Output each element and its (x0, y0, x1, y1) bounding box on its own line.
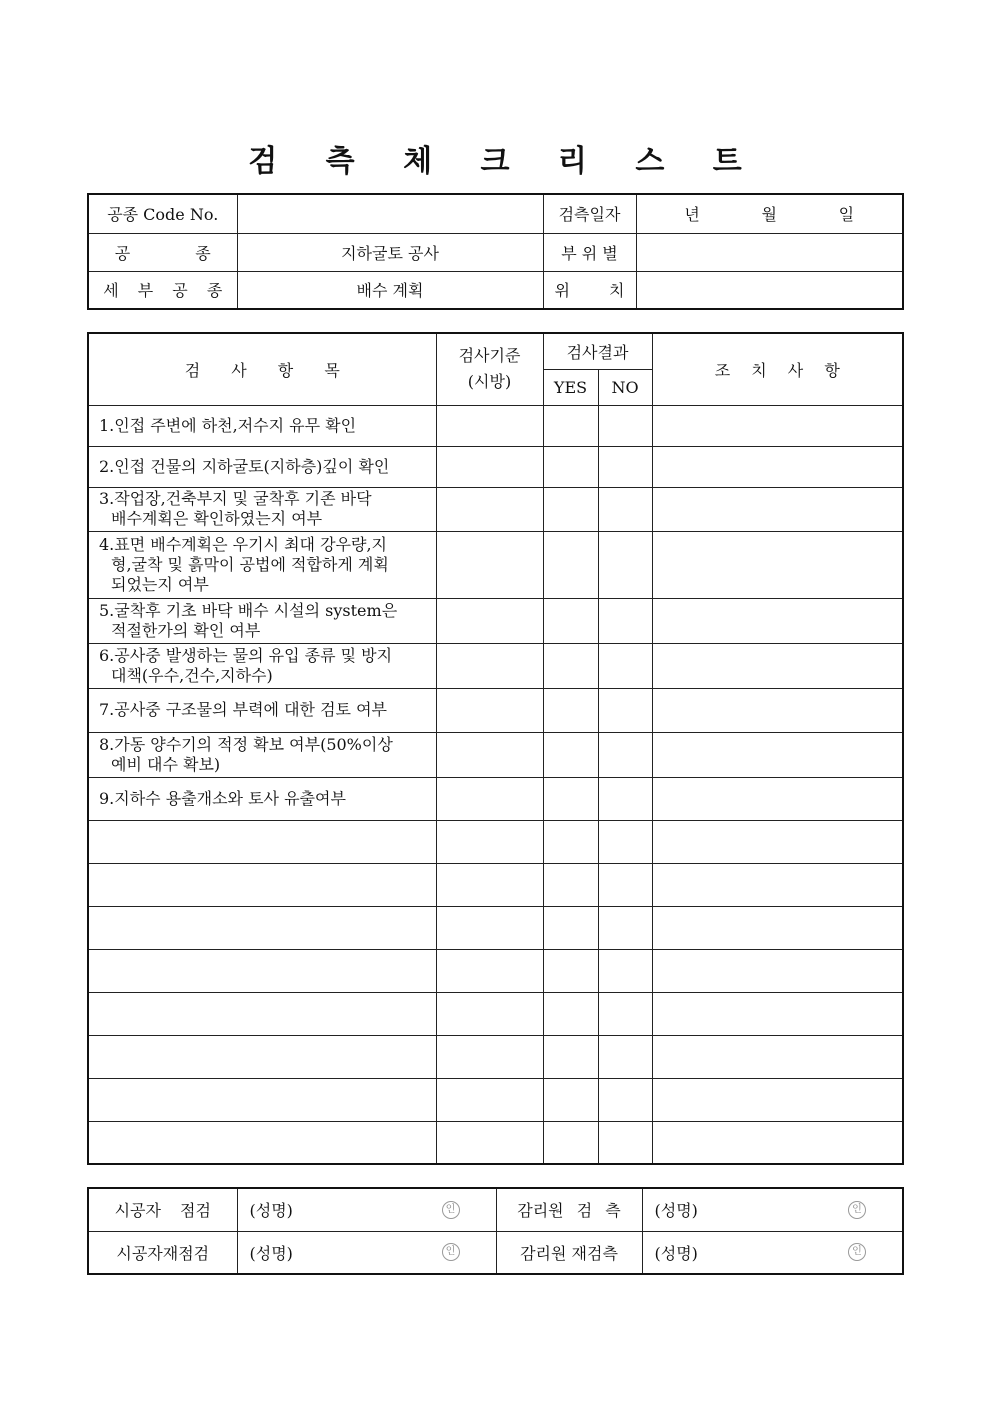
no-cell[interactable] (598, 446, 652, 487)
standard-cell[interactable] (436, 598, 543, 643)
yes-cell[interactable] (543, 531, 598, 598)
action-cell[interactable] (652, 732, 903, 777)
no-cell[interactable] (598, 1121, 652, 1164)
yes-cell[interactable] (543, 949, 598, 992)
checklist-item-text: 3.작업장,건축부지 및 굴착후 기존 바닥 (99, 489, 372, 508)
no-cell[interactable] (598, 949, 652, 992)
seal-icon: 인 (848, 1243, 866, 1261)
checklist-item (88, 688, 436, 732)
yes-cell[interactable] (543, 906, 598, 949)
checklist-row (88, 1035, 903, 1078)
no-cell[interactable] (598, 863, 652, 906)
yes-cell[interactable] (543, 1078, 598, 1121)
checklist-item (88, 643, 436, 688)
checklist-item (88, 1078, 436, 1121)
action-cell[interactable] (652, 446, 903, 487)
checklist-row (88, 732, 903, 777)
no-cell[interactable] (598, 1078, 652, 1121)
name-placeholder: (성명) (654, 1201, 698, 1221)
action-cell[interactable] (652, 1078, 903, 1121)
checklist-item (88, 777, 436, 820)
part-field[interactable] (636, 233, 903, 271)
action-cell[interactable] (652, 820, 903, 863)
checklist-item-text: 4.표면 배수계획은 우기시 최대 강우량,지 (99, 534, 387, 554)
date-year: 년 (684, 205, 700, 225)
yes-cell[interactable] (543, 446, 598, 487)
checklist-row (88, 598, 903, 643)
checklist-item-text: 대책(우수,건수,지하수) (111, 665, 273, 685)
detail-field[interactable]: 배수 계획 (237, 271, 543, 309)
checklist-item (88, 732, 436, 777)
checklist-item (88, 1121, 436, 1164)
standard-cell[interactable] (436, 531, 543, 598)
detail-label: 세 부 공 종 (88, 271, 237, 309)
no-cell[interactable] (598, 531, 652, 598)
name-placeholder: (성명) (654, 1243, 698, 1263)
yes-cell[interactable] (543, 777, 598, 820)
code-label: 공종 Code No. (88, 194, 237, 233)
action-cell[interactable] (652, 1121, 903, 1164)
seal-icon: 인 (848, 1201, 866, 1219)
col-header-standard-line1: 검사기준 (458, 346, 521, 366)
checklist-row (88, 446, 903, 487)
seal-icon: 인 (442, 1201, 460, 1219)
checklist-item-text: 5.굴착후 기초 바닥 배수 시설의 system은 (99, 600, 398, 620)
yes-cell[interactable] (543, 688, 598, 732)
date-label: 검측일자 (543, 194, 636, 233)
action-cell[interactable] (652, 992, 903, 1035)
action-cell[interactable] (652, 643, 903, 688)
no-cell[interactable] (598, 688, 652, 732)
yes-cell[interactable] (543, 643, 598, 688)
name-placeholder: (성명) (249, 1243, 293, 1263)
action-cell[interactable] (652, 487, 903, 531)
yes-cell[interactable] (543, 732, 598, 777)
col-header-no: NO (598, 369, 652, 405)
checklist-item (88, 992, 436, 1035)
checklist-row (88, 992, 903, 1035)
date-day: 일 (838, 205, 855, 225)
supervisor-check-label: 감리원 검 측 (496, 1188, 642, 1231)
checklist-item-text: 적절한가의 확인 여부 (111, 620, 261, 640)
standard-cell[interactable] (436, 688, 543, 732)
standard-cell[interactable] (436, 405, 543, 446)
checklist-item-text: 되었는지 여부 (111, 574, 209, 594)
no-cell[interactable] (598, 992, 652, 1035)
no-cell[interactable] (598, 732, 652, 777)
checklist-item-text: 1.인접 주변에 하천,저수지 유무 확인 (99, 415, 357, 435)
col-header-item: 검 사 항 목 (88, 333, 436, 405)
yes-cell[interactable] (543, 820, 598, 863)
standard-cell[interactable] (436, 949, 543, 992)
checklist-row (88, 688, 903, 732)
no-cell[interactable] (598, 777, 652, 820)
checklist-row (88, 487, 903, 531)
standard-cell[interactable] (436, 820, 543, 863)
checklist-item-text: 예비 대수 확보) (111, 754, 221, 774)
work-type-field[interactable]: 지하굴토 공사 (237, 233, 543, 271)
code-field[interactable] (237, 194, 543, 233)
supervisor-recheck-signature[interactable] (642, 1231, 903, 1274)
col-header-standard (436, 333, 543, 405)
yes-cell[interactable] (543, 863, 598, 906)
checklist-item (88, 1035, 436, 1078)
checklist-row (88, 1121, 903, 1164)
contractor-recheck-label: 시공자재점검 (88, 1231, 237, 1274)
checklist-item-text: 형,굴착 및 흙막이 공법에 적합하게 계획 (111, 554, 389, 574)
checklist-row (88, 1078, 903, 1121)
location-field[interactable] (636, 271, 903, 309)
checklist-row (88, 820, 903, 863)
standard-cell[interactable] (436, 1121, 543, 1164)
checklist-item (88, 820, 436, 863)
checklist-row (88, 777, 903, 820)
location-label: 위 치 (543, 271, 636, 309)
checklist-row (88, 906, 903, 949)
checklist-item (88, 405, 436, 446)
col-header-action: 조 치 사 항 (652, 333, 903, 405)
action-cell[interactable] (652, 777, 903, 820)
signature-table (87, 1187, 904, 1275)
supervisor-check-signature[interactable] (642, 1188, 903, 1231)
col-header-standard-line2: (시방) (467, 372, 512, 392)
checklist-item-text: 8.가동 양수기의 적정 확보 여부(50%이상 (99, 734, 393, 754)
checklist-item (88, 531, 436, 598)
page-title: 검 측 체 크 리 스 트 (248, 144, 744, 179)
action-cell[interactable] (652, 863, 903, 906)
checklist-item-text: 6.공사중 발생하는 물의 유입 종류 및 방지 (99, 645, 393, 665)
yes-cell[interactable] (543, 1035, 598, 1078)
checklist-item (88, 446, 436, 487)
standard-cell[interactable] (436, 1035, 543, 1078)
checklist-item (88, 949, 436, 992)
checklist-item (88, 487, 436, 531)
contractor-recheck-signature[interactable] (237, 1231, 496, 1274)
checklist-row (88, 949, 903, 992)
checklist-item (88, 598, 436, 643)
checklist-item-text: 배수계획은 확인하였는지 여부 (111, 509, 323, 528)
standard-cell[interactable] (436, 446, 543, 487)
checklist-row (88, 405, 903, 446)
standard-cell[interactable] (436, 487, 543, 531)
seal-icon: 인 (442, 1243, 460, 1261)
standard-cell[interactable] (436, 732, 543, 777)
name-placeholder: (성명) (249, 1201, 293, 1221)
yes-cell[interactable] (543, 405, 598, 446)
action-cell[interactable] (652, 949, 903, 992)
action-cell[interactable] (652, 1035, 903, 1078)
action-cell[interactable] (652, 531, 903, 598)
action-cell[interactable] (652, 405, 903, 446)
no-cell[interactable] (598, 598, 652, 643)
no-cell[interactable] (598, 906, 652, 949)
standard-cell[interactable] (436, 1078, 543, 1121)
checklist-item-text: 2.인접 건물의 지하굴토(지하층)깊이 확인 (99, 456, 390, 476)
yes-cell[interactable] (543, 487, 598, 531)
standard-cell[interactable] (436, 992, 543, 1035)
no-cell[interactable] (598, 643, 652, 688)
supervisor-recheck-label: 감리원 재검측 (496, 1231, 642, 1274)
contractor-check-signature[interactable] (237, 1188, 496, 1231)
checklist-item (88, 906, 436, 949)
standard-cell[interactable] (436, 863, 543, 906)
yes-cell[interactable] (543, 598, 598, 643)
checklist-item-text: 7.공사중 구조물의 부력에 대한 검토 여부 (99, 700, 387, 719)
standard-cell[interactable] (436, 643, 543, 688)
checklist-table (87, 332, 904, 1165)
checklist-row (88, 531, 903, 598)
no-cell[interactable] (598, 1035, 652, 1078)
yes-cell[interactable] (543, 1121, 598, 1164)
checklist-item-text: 9.지하수 용출개소와 토사 유출여부 (99, 788, 346, 808)
date-month: 월 (761, 205, 777, 225)
yes-cell[interactable] (543, 992, 598, 1035)
no-cell[interactable] (598, 487, 652, 531)
date-field[interactable] (636, 194, 903, 233)
checklist-row (88, 643, 903, 688)
part-label: 부 위 별 (543, 233, 636, 271)
col-header-yes: YES (543, 369, 598, 405)
no-cell[interactable] (598, 405, 652, 446)
action-cell[interactable] (652, 688, 903, 732)
checklist-item (88, 863, 436, 906)
col-header-result: 검사결과 (543, 333, 652, 369)
action-cell[interactable] (652, 598, 903, 643)
checklist-row (88, 863, 903, 906)
standard-cell[interactable] (436, 777, 543, 820)
header-table (87, 193, 904, 310)
work-type-label: 공 종 (88, 233, 237, 271)
standard-cell[interactable] (436, 906, 543, 949)
contractor-check-label: 시공자 점검 (88, 1188, 237, 1231)
action-cell[interactable] (652, 906, 903, 949)
no-cell[interactable] (598, 820, 652, 863)
